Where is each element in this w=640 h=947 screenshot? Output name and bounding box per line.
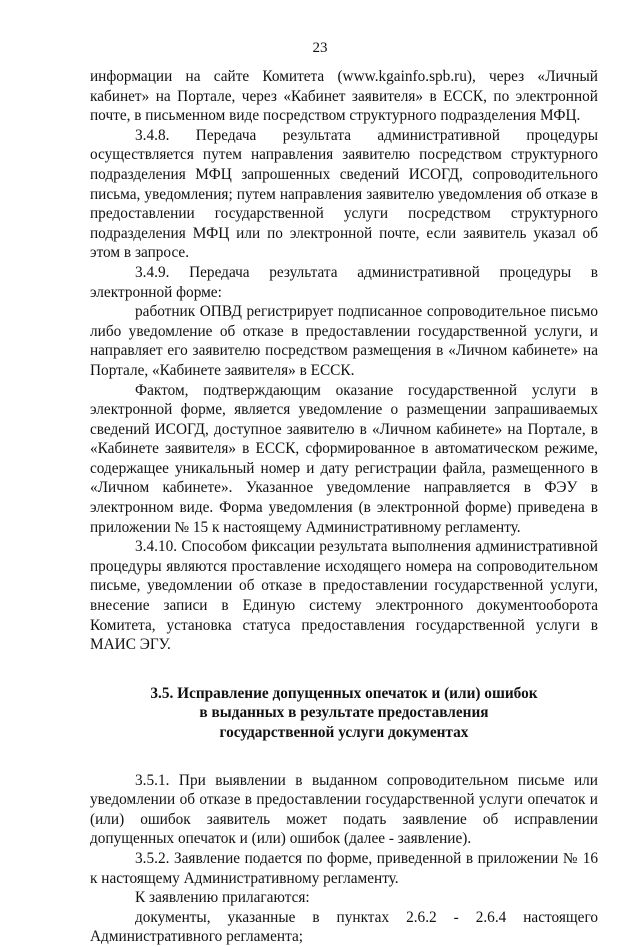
paragraph-3-4-9: 3.4.9. Передача результата административной процедуры в электронной форме: xyxy=(90,263,598,301)
section-heading-line: 3.5. Исправление допущенных опечаток и (или) ошибок xyxy=(150,684,538,702)
paragraph-3-5-1: 3.5.1. При выявлении в выданном сопроводительном письме или уведомлении об отказе в предоставлении государственной услуги опечаток и (или) ошибок заявитель может подать заявление об исправлении допущенных опечаток и (или) ошибок (далее - заявление). xyxy=(90,771,598,848)
document-body xyxy=(90,67,598,947)
paragraph-attachments-intro: К заявлению прилагаются: xyxy=(135,889,310,907)
paragraph-3-4-10: 3.4.10. Способом фиксации результата выполнения административной процедуры являются проставление исходящего номера на сопроводительном письме, уведомлении об отказе в предоставлении государственной услуги, внесение записи в Единую систему электронного документооборота Комитета, установка статуса предоставления государственной услуги в МАИС ЭГУ. xyxy=(90,538,598,654)
section-heading-line: в выданных в результате предоставления xyxy=(199,704,489,722)
paragraph-documents-list-item: документы, указанные в пунктах 2.6.2 - 2.6.4 настоящего Административного регламента; xyxy=(90,908,598,946)
section-heading-3-5 xyxy=(90,684,598,743)
paragraph-opvd-registers: работник ОПВД регистрирует подписанное сопроводительное письмо либо уведомление об отказе в предоставлении государственной услуги, и направляет его заявителю посредством размещения в «Личном кабинете» на Портале, «Кабинете заявителя» в ЕССК. xyxy=(90,303,598,379)
paragraph-contacts-continuation: информации на сайте Комитета (www.kgainfo.spb.ru), через «Личный кабинет» на Портале, через «Кабинет заявителя» в ЕССК, по электронной почте, в письменном виде посредством структурного подразделения МФЦ. xyxy=(90,68,598,125)
page-number: 23 xyxy=(312,40,328,56)
paragraph-3-5-2: 3.5.2. Заявление подается по форме, приведенной в приложении № 16 к настоящему Административному регламенту. xyxy=(90,849,598,887)
paragraph-3-4-8: 3.4.8. Передача результата административной процедуры осуществляется путем направления заявителю посредством структурного подразделения МФЦ запрошенных сведений ИСОГД, сопроводительного письма, уведомления; путем направления заявителю уведомления об отказе в предоставлении государственной услуги посредством структурного подразделения МФЦ или по электронной почте, если заявитель указал об этом в запросе. xyxy=(90,126,598,262)
paragraph-service-fact: Фактом, подтверждающим оказание государственной услуги в электронной форме, является уведомление о размещении запрашиваемых сведений ИСОГД, доступное заявителю в «Личном кабинете» на Портале, в «Кабинете заявителя» в ЕССК, сформированное в автоматическом режиме, содержащее уникальный номер и дату регистрации файла, размещенного в «Личном кабинете». Указанное уведомление направляется в ФЭУ в электронном виде. Форма уведомления (в электронной форме) приведена в приложении № 15 к настоящему Административному регламенту. xyxy=(90,381,598,536)
section-heading-line: государственной услуги документах xyxy=(219,724,469,741)
